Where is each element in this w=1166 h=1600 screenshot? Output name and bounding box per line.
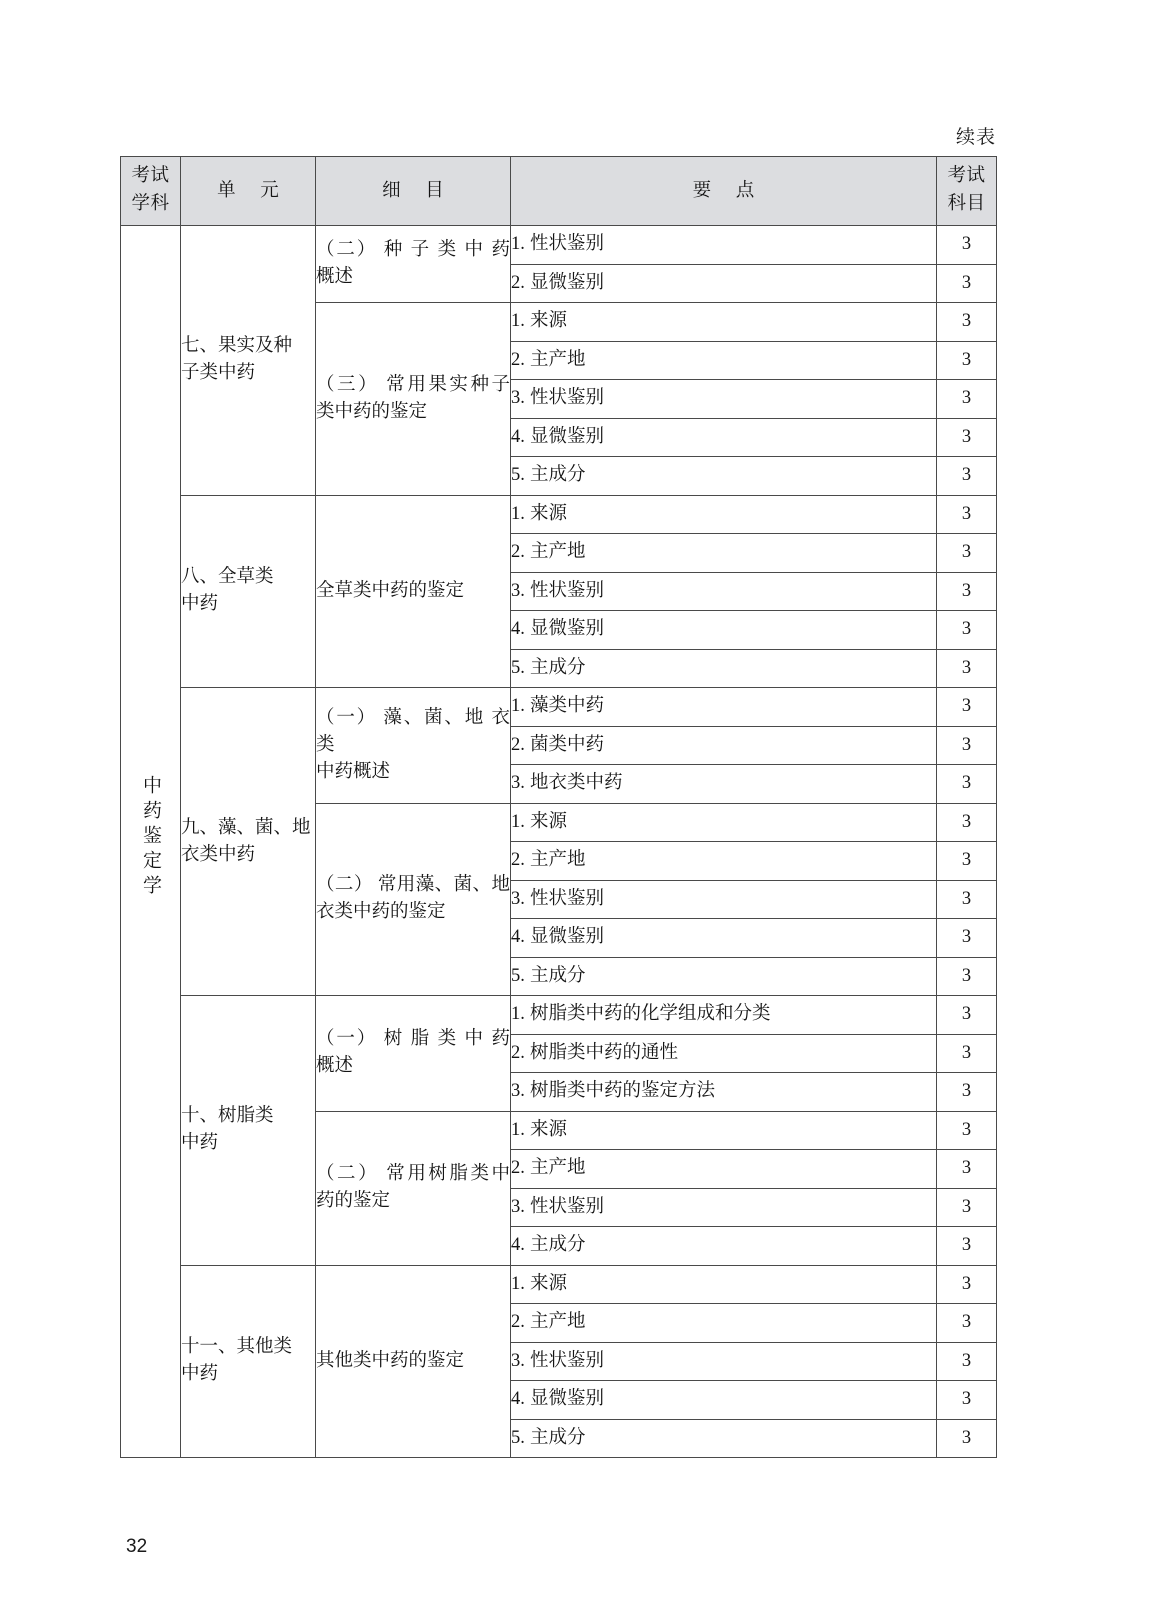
point-cell [511,1111,937,1150]
detail-label-line: （二） 常用树脂类中 [316,1164,510,1185]
point-text: 主成分 [530,1427,586,1448]
header-subject-line1: 考试 [131,166,170,187]
point-cell [511,495,937,534]
unit-cell-2 [181,495,316,688]
point-cell [511,226,937,265]
point-cell [511,919,937,958]
page-number: 32 [126,1536,148,1557]
exam-code-cell: 3 [937,726,997,765]
point-cell [511,1150,937,1189]
detail-label-line: （二） 种 子 类 中 药 [316,240,510,261]
exam-code-cell: 3 [937,1111,997,1150]
point-cell [511,957,937,996]
exam-code-cell: 3 [937,919,997,958]
point-text: 主成分 [530,465,586,486]
point-cell [511,303,937,342]
exam-code-cell: 3 [937,611,997,650]
exam-code-cell: 3 [937,1342,997,1381]
detail-cell-3-2 [316,803,511,996]
table-row [121,226,997,265]
exam-code-cell: 3 [937,341,997,380]
point-cell [511,264,937,303]
detail-cell-1-2 [316,303,511,496]
point-text: 主产地 [530,349,586,370]
point-text: 主产地 [530,1158,586,1179]
point-cell [511,1265,937,1304]
point-number: 5. [511,1427,525,1448]
unit-cell-1 [181,226,316,496]
point-number: 1. [511,1273,525,1294]
header-code [937,157,997,226]
exam-code-cell: 3 [937,264,997,303]
point-cell [511,1381,937,1420]
table-row [121,495,997,534]
point-cell [511,880,937,919]
detail-label-line: 中药概述 [316,761,391,782]
detail-label-line: 衣类中药的鉴定 [316,902,446,923]
point-text: 菌类中药 [530,734,605,755]
point-cell [511,688,937,727]
point-text: 显微鉴别 [530,619,605,640]
exam-syllabus-table [120,156,997,1458]
point-text: 主产地 [530,1312,586,1333]
point-number: 4. [511,426,525,447]
detail-label-line: 全草类中药的鉴定 [316,580,465,601]
table-row [121,996,997,1035]
point-number: 3. [511,1081,525,1102]
detail-label-line: 概述 [316,1056,354,1077]
exam-code-cell: 3 [937,1188,997,1227]
unit-cell-4 [181,996,316,1266]
point-text: 树脂类中药的通性 [530,1042,679,1063]
exam-code-cell: 3 [937,303,997,342]
detail-label-line: （二） 常用藻、菌、地 [316,875,510,896]
unit-label-line: 中药 [181,1133,219,1154]
table-row [121,688,997,727]
point-cell [511,1342,937,1381]
point-text: 主成分 [530,1235,586,1256]
point-number: 4. [511,1389,525,1410]
point-cell [511,380,937,419]
exam-code-cell: 3 [937,765,997,804]
point-text: 性状鉴别 [530,580,605,601]
point-cell [511,1227,937,1266]
unit-label-line: 七、果实及种 [181,336,293,357]
point-cell [511,996,937,1035]
exam-code-cell: 3 [937,649,997,688]
unit-cell-3 [181,688,316,996]
point-number: 3. [511,1350,525,1371]
unit-label-line: 八、全草类 [181,567,274,588]
point-number: 2. [511,1312,525,1333]
point-text: 性状鉴别 [530,234,605,255]
point-cell [511,1034,937,1073]
header-detail-label: 细 目 [382,180,454,201]
point-number: 3. [511,580,525,601]
unit-label-line: 衣类中药 [181,844,256,865]
point-text: 性状鉴别 [530,1350,605,1371]
point-text: 显微鉴别 [530,927,605,948]
unit-label-line: 十、树脂类 [181,1106,274,1127]
exam-code-cell: 3 [937,457,997,496]
point-cell [511,534,937,573]
exam-code-cell: 3 [937,1227,997,1266]
detail-label-line: （一） 树 脂 类 中 药 [316,1029,510,1050]
exam-code-cell: 3 [937,380,997,419]
unit-label-line: 中药 [181,594,219,615]
exam-code-cell: 3 [937,1304,997,1343]
point-text: 显微鉴别 [530,426,605,447]
point-number: 5. [511,965,525,986]
point-number: 3. [511,388,525,409]
exam-code-cell: 3 [937,572,997,611]
point-number: 5. [511,657,525,678]
point-number: 1. [511,811,525,832]
point-number: 4. [511,1235,525,1256]
header-point-label: 要 点 [692,180,765,201]
point-number: 1. [511,311,525,332]
point-text: 来源 [530,1119,568,1140]
header-subject-line2: 学科 [131,194,170,214]
exam-code-cell: 3 [937,996,997,1035]
point-text: 藻类中药 [530,696,605,717]
point-text: 主成分 [530,965,586,986]
exam-code-cell: 3 [937,1381,997,1420]
exam-code-cell: 3 [937,803,997,842]
detail-label-line: 其他类中药的鉴定 [316,1350,465,1371]
table-header [121,157,997,226]
unit-label-line: 十一、其他类 [181,1337,293,1358]
point-number: 2. [511,1158,525,1179]
point-number: 5. [511,465,525,486]
point-text: 性状鉴别 [530,888,605,909]
point-number: 1. [511,503,525,524]
point-text: 主产地 [530,850,586,871]
exam-code-cell: 3 [937,842,997,881]
detail-label-line: 药的鉴定 [316,1191,391,1211]
header-unit-label: 单 元 [217,180,289,201]
exam-code-cell: 3 [937,957,997,996]
subject-cell [121,226,181,1458]
unit-label-line: 中药 [181,1364,219,1385]
detail-cell-4-2 [316,1111,511,1265]
point-number: 2. [511,734,525,755]
point-text: 树脂类中药的化学组成和分类 [530,1004,771,1025]
table-row [121,1265,997,1304]
point-number: 4. [511,927,525,948]
point-text: 树脂类中药的鉴定方法 [530,1081,716,1102]
point-number: 2. [511,542,525,563]
detail-cell-1-1 [316,226,511,303]
detail-cell-3-1 [316,688,511,804]
exam-code-cell: 3 [937,688,997,727]
header-subject [121,157,181,226]
exam-code-cell: 3 [937,1150,997,1189]
point-cell [511,765,937,804]
unit-label-line: 九、藻、菌、地 [181,817,311,838]
detail-label-line: 概述 [316,267,354,287]
detail-label-line: 类中药的鉴定 [316,401,428,422]
point-cell [511,1073,937,1112]
detail-cell-4-1 [316,996,511,1112]
point-text: 地衣类中药 [530,773,623,794]
exam-code-cell: 3 [937,880,997,919]
header-detail [316,157,511,226]
header-unit [181,157,316,226]
point-number: 1. [511,234,525,255]
exam-code-cell: 3 [937,495,997,534]
point-text: 显微鉴别 [530,1389,605,1410]
point-number: 1. [511,696,525,717]
detail-label-line: （三） 常用果实种子 [316,374,510,395]
point-cell [511,726,937,765]
point-text: 显微鉴别 [530,272,605,293]
point-number: 2. [511,349,525,370]
unit-label-line: 子类中药 [181,363,256,384]
point-cell [511,1188,937,1227]
table-body [121,226,997,1458]
detail-cell-2-1 [316,495,511,688]
point-number: 2. [511,1042,525,1063]
point-number: 2. [511,850,525,871]
exam-code-cell: 3 [937,1419,997,1458]
point-cell [511,803,937,842]
point-cell [511,418,937,457]
point-number: 2. [511,272,525,293]
point-text: 主成分 [530,657,586,678]
exam-code-cell: 3 [937,1265,997,1304]
point-cell [511,649,937,688]
point-text: 来源 [530,503,568,524]
point-text: 性状鉴别 [530,388,605,409]
point-text: 来源 [530,1273,568,1294]
subject-label: 中药鉴定学 [140,774,161,900]
point-number: 1. [511,1119,525,1140]
header-point [511,157,937,226]
point-text: 主产地 [530,542,586,563]
header-row [121,157,997,226]
point-cell [511,457,937,496]
exam-code-cell: 3 [937,534,997,573]
point-cell [511,1419,937,1458]
point-text: 性状鉴别 [530,1196,605,1217]
point-text: 来源 [530,311,568,332]
header-code-line1: 考试 [947,166,986,187]
point-cell [511,611,937,650]
exam-code-cell: 3 [937,1034,997,1073]
unit-cell-5 [181,1265,316,1458]
exam-code-cell: 3 [937,418,997,457]
continued-table-label: 续表 [955,127,996,148]
point-cell [511,1304,937,1343]
exam-code-cell: 3 [937,1073,997,1112]
point-number: 3. [511,888,525,909]
point-text: 来源 [530,811,568,832]
point-cell [511,572,937,611]
header-code-line2: 科目 [947,194,986,214]
point-number: 4. [511,619,525,640]
exam-code-cell: 3 [937,226,997,265]
point-number: 3. [511,1196,525,1217]
point-cell [511,341,937,380]
detail-label-line: （一） 藻、菌、地 衣 类 [316,708,510,755]
point-cell [511,842,937,881]
point-number: 1. [511,1004,525,1025]
detail-cell-5-1 [316,1265,511,1458]
point-number: 3. [511,773,525,794]
